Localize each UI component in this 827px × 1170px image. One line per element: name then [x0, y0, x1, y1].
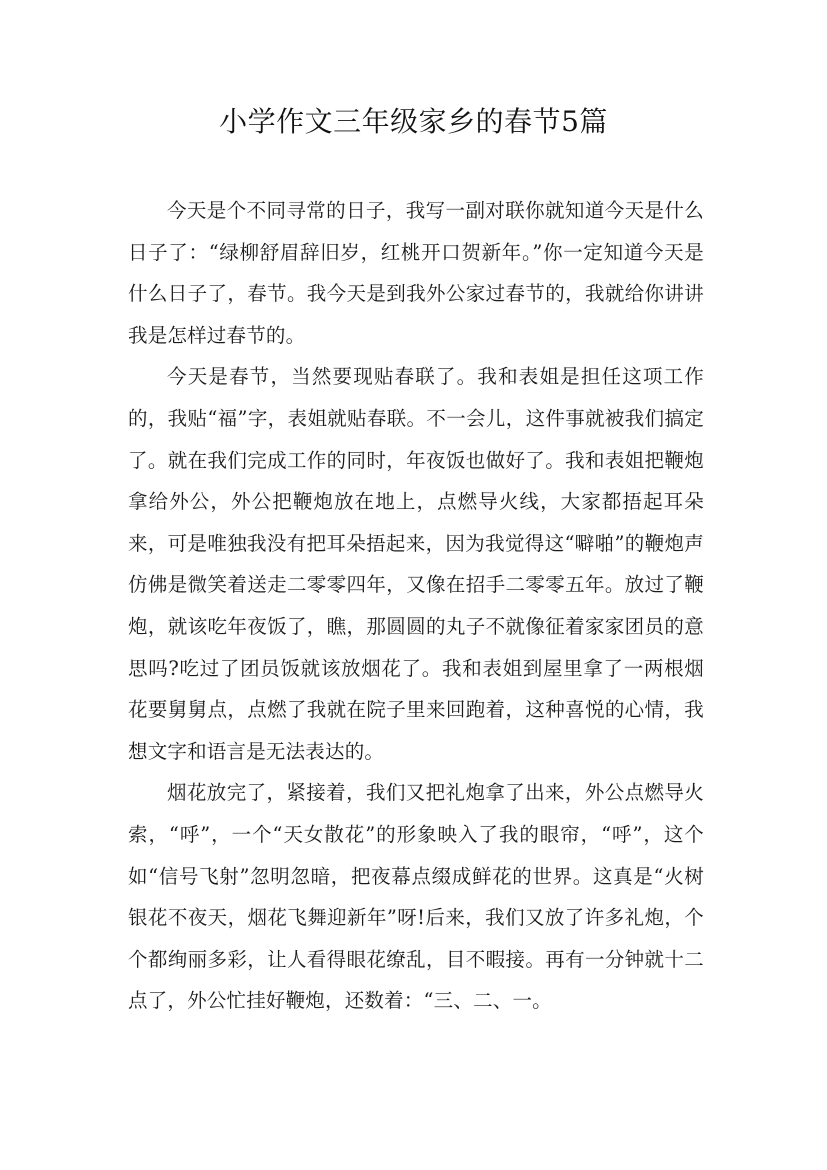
document-title: 小学作文三年级家乡的春节5篇: [219, 105, 608, 138]
paragraph-1: 今天是个不同寻常的日子，我写一副对联你就知道今天是什么日子了：“绿柳舒眉辞旧岁，红桃开口贺新年。”你一定知道今天是什么日子了，春节。我今天是到我外公家过春节的，我就给你讲讲我是怎样过春节的。: [128, 199, 704, 347]
document-body: [128, 190, 704, 1022]
paragraph-3: 烟花放完了，紧接着，我们又把礼炮拿了出来，外公点燃导火索，“呼”，一个“天女散花”的形象映入了我的眼帘，“呼”，这个如“信号飞射”忽明忽暗，把夜幕点缀成鲜花的世界。这真是“火树银花不夜天，烟花飞舞迎新年”呀!后来，我们又放了许多礼炮，个个都绚丽多彩，让人看得眼花缭乱，目不暇接。再有一分钟就十二点了，外公忙挂好鞭炮，还数着：“三、二、一。: [128, 781, 704, 1013]
paragraph-2: 今天是春节，当然要现贴春联了。我和表姐是担任这项工作的，我贴“福”字，表姐就贴春联。不一会儿，这件事就被我们搞定了。就在我们完成工作的同时，年夜饭也做好了。我和表姐把鞭炮拿给外公，外公把鞭炮放在地上，点燃导火线，大家都捂起耳朵来，可是唯独我没有把耳朵捂起来，因为我觉得这“噼啪”的鞭炮声仿佛是微笑着送走二零零四年，又像在招手二零零五年。放过了鞭炮，就该吃年夜饭了，瞧，那圆圆的丸子不就像征着家家团员的意思吗?吃过了团员饭就该放烟花了。我和表姐到屋里拿了一两根烟花要舅舅点，点燃了我就在院子里来回跑着，这种喜悦的心情，我想文字和语言是无法表达的。: [128, 365, 704, 763]
